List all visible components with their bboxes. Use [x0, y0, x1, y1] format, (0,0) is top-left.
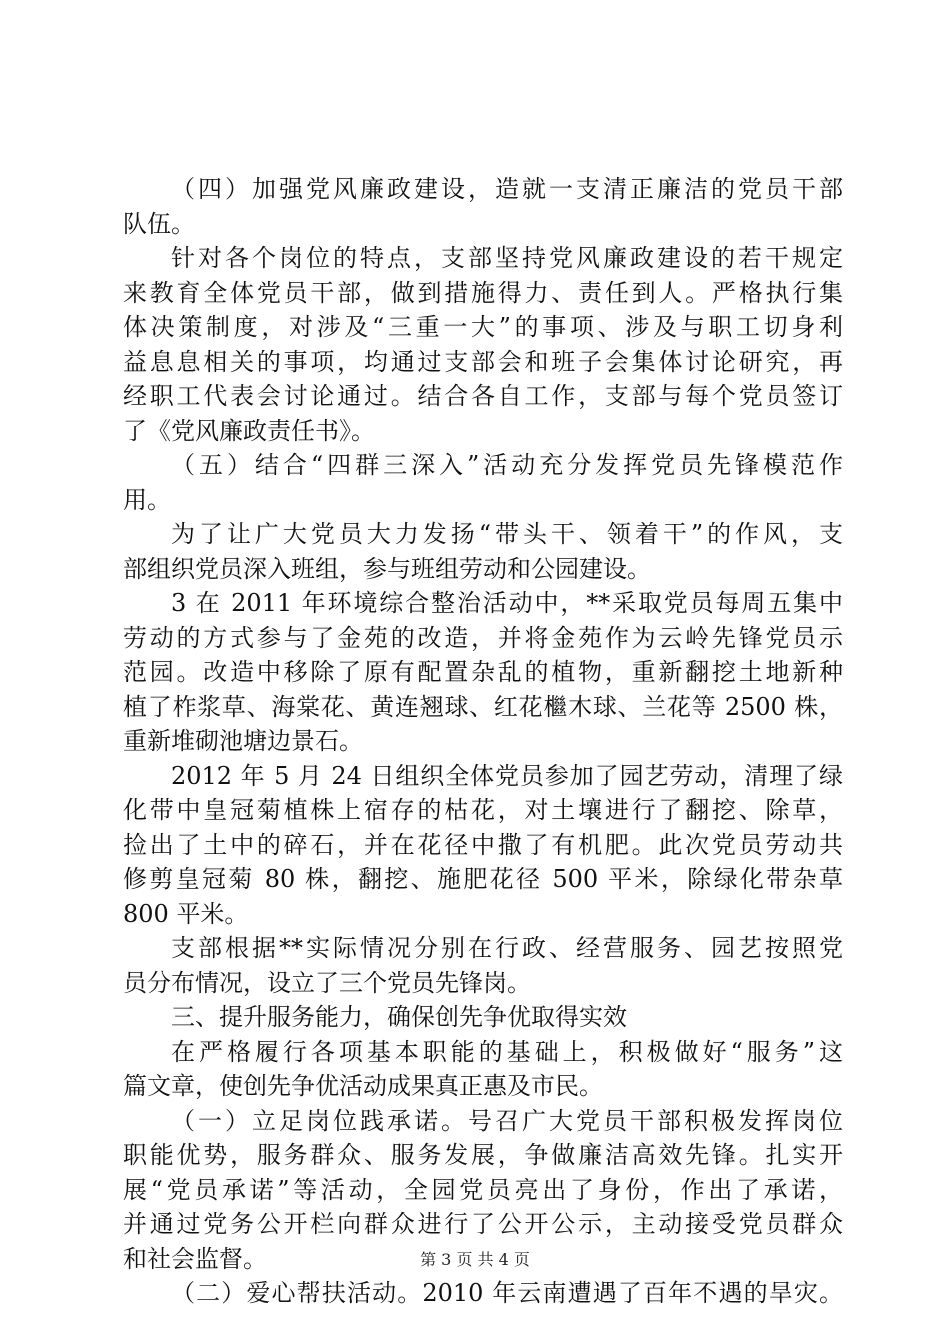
- page-footer: 第 3 页 共 4 页: [420, 1250, 530, 1269]
- text-line: 并通过党务公开栏向群众进行了公开公示，主动接受党员群众: [123, 1210, 843, 1238]
- text-line: 来教育全体党员干部，做到措施得力、责任到人。严格执行集: [123, 278, 843, 307]
- text-line: （五）结合“四群三深入”活动充分发挥党员先锋模范作: [171, 451, 843, 479]
- text-line: （四）加强党风廉政建设，造就一支清正廉洁的党员干部: [171, 175, 843, 203]
- text-line: 和社会监督。: [123, 1244, 267, 1273]
- text-line: 劳动的方式参与了金苑的改造，并将金苑作为云岭先锋党员示: [123, 623, 843, 652]
- text-line: 体决策制度，对涉及“三重一大”的事项、涉及与职工切身利: [123, 313, 843, 341]
- text-line: 修剪皇冠菊 80 株，翻挖、施肥花径 500 平米，除绿化带杂草: [123, 865, 843, 893]
- text-line: 部组织党员深入班组，参与班组劳动和公园建设。: [123, 554, 651, 583]
- document-body: [123, 172, 843, 1311]
- text-line: 重新堆砌池塘边景石。: [123, 727, 363, 755]
- text-line: 为了让广大党员大力发扬“带头干、领着干”的作风，支: [171, 520, 843, 548]
- text-line: 植了柞浆草、海棠花、黄连翘球、红花檵木球、兰花等 2500 株，: [123, 692, 843, 721]
- text-line: 范园。改造中移除了原有配置杂乱的植物，重新翻挖土地新种: [123, 658, 843, 686]
- text-line: 队伍。: [123, 209, 195, 238]
- text-line: 化带中皇冠菊植株上宿存的枯花，对土壤进行了翻挖、除草，: [123, 796, 843, 824]
- text-line: 篇文章，使创先争优活动成果真正惠及市民。: [123, 1072, 603, 1100]
- text-line: 3 在 2011 年环境综合整治活动中，**采取党员每周五集中: [171, 589, 843, 617]
- text-line: （二）爱心帮扶活动。2010 年云南遭遇了百年不遇的旱灾。: [171, 1279, 843, 1307]
- text-line: 三、提升服务能力，确保创先争优取得实效: [171, 1003, 627, 1031]
- text-line: 了《党风廉政责任书》。: [123, 416, 375, 445]
- text-line: 展“党员承诺”等活动，全园党员亮出了身份，作出了承诺，: [123, 1175, 843, 1204]
- text-line: 在严格履行各项基本职能的基础上，积极做好“服务”这: [171, 1037, 843, 1066]
- text-line: 益息息相关的事项，均通过支部会和班子会集体讨论研究，再: [123, 347, 843, 376]
- text-line: 经职工代表会讨论通过。结合各自工作，支部与每个党员签订: [123, 382, 843, 410]
- text-line: 职能优势，服务群众、服务发展，争做廉洁高效先锋。扎实开: [123, 1141, 843, 1169]
- text-line: 员分布情况，设立了三个党员先锋岗。: [123, 968, 531, 997]
- text-line: 2012 年 5 月 24 日组织全体党员参加了园艺劳动，清理了绿: [171, 761, 843, 790]
- text-line: （一）立足岗位践承诺。号召广大党员干部积极发挥岗位: [171, 1106, 843, 1135]
- text-line: 捡出了土中的碎石，并在花径中撒了有机肥。此次党员劳动共: [123, 830, 843, 859]
- text-line: 800 平米。: [123, 899, 249, 928]
- text-line: 支部根据**实际情况分别在行政、经营服务、园艺按照党: [171, 934, 843, 962]
- text-line: 针对各个岗位的特点，支部坚持党风廉政建设的若干规定: [171, 244, 843, 272]
- text-line: 用。: [123, 485, 171, 514]
